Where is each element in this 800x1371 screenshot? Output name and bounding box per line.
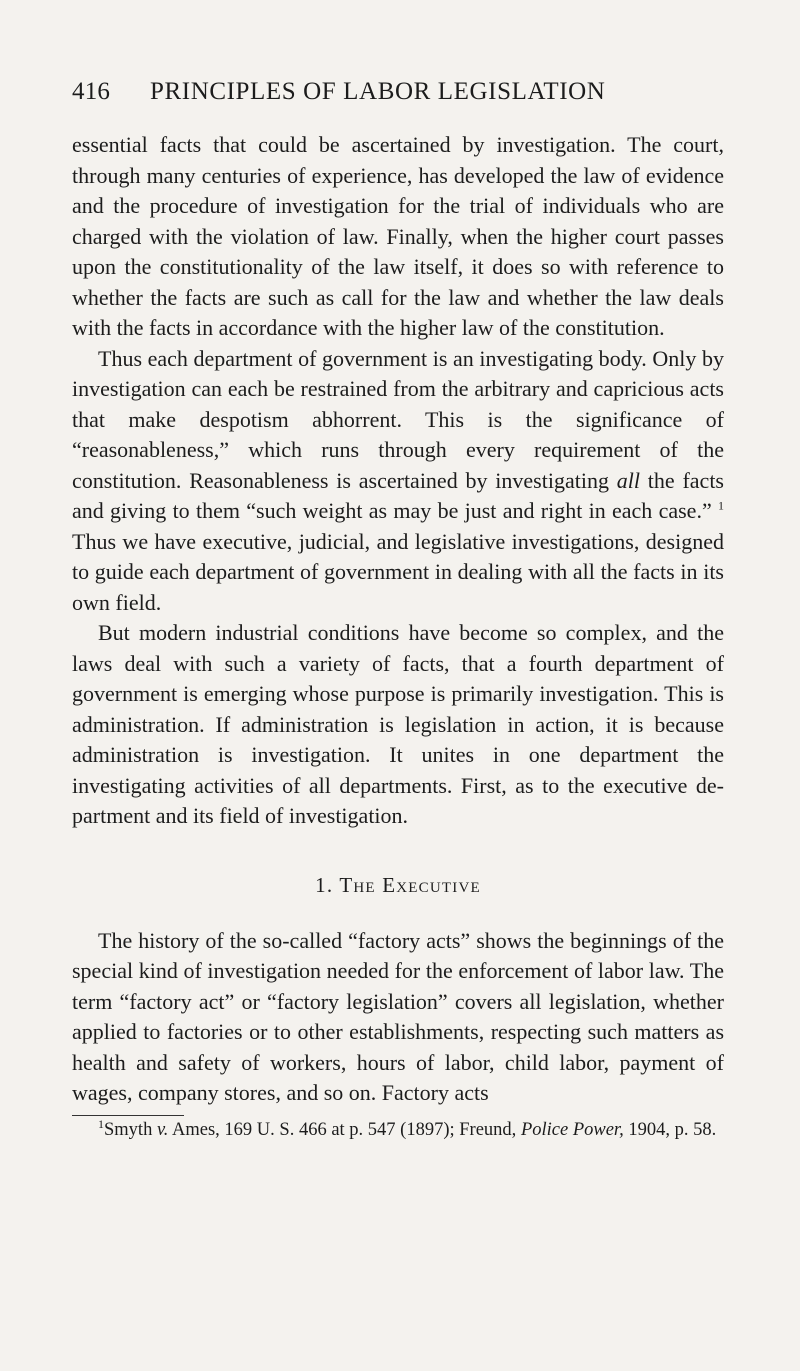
- paragraph-2-text-c: Thus we have executive, judicial, and legislative investigations, designed to guide each department of government in dealing with all the facts in its own field.: [72, 528, 724, 615]
- section-heading: [72, 873, 724, 903]
- paragraph-3: But modern industrial conditions have become so complex, and the laws deal with such a variety of facts, that a fourth department of government is emerging whose purpose is primarily investigation. This is administration. If administration is legislation in action, it is because administration is investigation. It unites in one department the investigating activities of all departments. First, as to the executive department and its field of investigation.: [72, 620, 724, 828]
- footnote-marker: 1: [98, 1116, 104, 1131]
- section-title: The Executive: [339, 872, 481, 897]
- footnote-versus: v.: [156, 1119, 169, 1140]
- running-head: [72, 78, 724, 130]
- body-text: [72, 130, 724, 832]
- footnote-divider: [72, 1115, 184, 1116]
- footnote-text-b: Ames, 169 U. S. 466 at p. 547 (1897); Freund,: [168, 1119, 521, 1140]
- book-page: [72, 78, 724, 1143]
- footnote-text-c: 1904, p. 58.: [623, 1119, 717, 1140]
- footnote-reference: 1: [718, 498, 724, 513]
- body-text-continued: [72, 926, 724, 1109]
- running-title: PRINCIPLES OF LABOR LEGISLATION: [150, 78, 606, 105]
- section-number: 1.: [315, 872, 334, 897]
- paragraph-4: The history of the so-called “factory acts” shows the beginnings of the special kind of investigation needed for the enforcement of labor law. The term “factory act” or “factory legislation” covers all legislation, whether applied to factories or to other establishments, respecting such matters as health and safety of workers, hours of labor, child labor, payment of wages, company stores, and so on. Factory acts: [72, 927, 724, 1105]
- paragraph-2-text-a: Thus each department of government is an investigating body. Only by investigation can each be restrained from the arbitrary and capricious acts that make despotism abhorrent. This is the significance of “reasonableness,” which runs through every requirement of the constitution. Reasonableness is ascertained by investigating: [72, 345, 724, 493]
- footnote-text-a: Smyth: [104, 1119, 157, 1140]
- paragraph-2-emphasis: all: [616, 467, 640, 493]
- paragraph-2-text-b: the facts and giving to them “such weight as may be just and right in each case.”: [72, 467, 724, 523]
- footnote: [72, 1118, 724, 1143]
- paragraph-1: essential facts that could be ascertained by investigation. The court, through many centuries of experience, has developed the law of evidence and the procedure of investigation for the trial of individuals who are charged with the violation of law. Finally, when the higher court passes upon the constitutionality of the law itself, it does so with reference to whether the facts are such as call for the law and whether the law deals with the facts in accordance with the higher law of the constitution.: [72, 132, 724, 340]
- paragraph-2: [72, 344, 724, 619]
- footnote-title: Police Power,: [520, 1119, 624, 1140]
- page-number: 416: [72, 78, 111, 105]
